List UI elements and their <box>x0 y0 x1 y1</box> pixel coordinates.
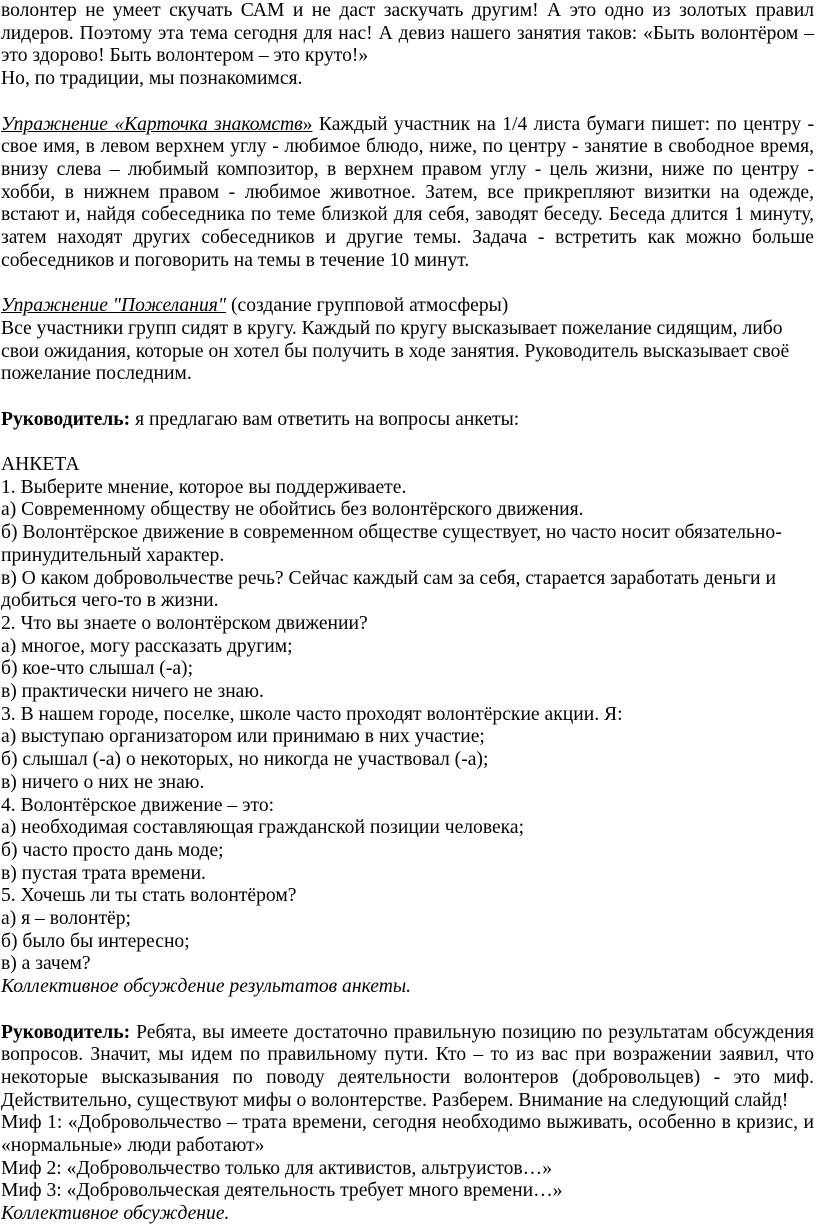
exercise-card-paragraph <box>1 114 814 273</box>
survey-line: в) О каком добровольчестве речь? Сейчас каждый сам за себя, старается заработать деньги и добиться чего-то в жизни. <box>1 567 776 612</box>
survey-line: в) ничего о них не знаю. <box>1 771 205 793</box>
final-discussion-note: Коллективное обсуждение. <box>1 1203 230 1225</box>
exercise-wishes-title: Упражнение "Пожелания" <box>1 295 227 317</box>
survey-line: 5. Хочешь ли ты стать волонтёром? <box>1 885 297 907</box>
survey-line: б) было бы интересно; <box>1 930 190 952</box>
spacer <box>1 272 814 295</box>
myth-item: Миф 2: «Добровольчество только для активистов, альтруистов…» <box>1 1157 553 1179</box>
exercise-card-text: Каждый участник на 1/4 листа бумаги пишет: по центру - свое имя, в левом верхнем углу - любимое блюдо, ниже, по центру - занятие в свободное время, внизу слева – любимый композитор, в верхнем правом углу - цель жизни, ниже по центру - хобби, в нижнем правом - любимое животное. Затем, все прикрепляют визитки на одежде, встают и, найдя собеседника по теме близкой для себя, заводят беседу. Беседа длится 1 минуту, затем находят других собеседников и другие темы. Задача - встретить как можно больше собеседников и поговорить на темы в течение 10 минут. <box>1 113 814 271</box>
spacer <box>1 91 814 114</box>
survey-line: в) практически ничего не знаю. <box>1 681 264 703</box>
survey-line: б) часто просто дань моде; <box>1 839 224 861</box>
survey-line: б) кое-что слышал (-а); <box>1 658 194 680</box>
leader-label: Руководитель: <box>1 408 131 430</box>
leader-survey-text: я предлагаю вам ответить на вопросы анкеты: <box>130 408 520 430</box>
survey-line: 4. Волонтёрское движение – это: <box>1 794 275 816</box>
survey-line: 1. Выберите мнение, которое вы поддерживаете. <box>1 476 407 498</box>
leader-myths-paragraph <box>1 1022 814 1113</box>
spacer <box>1 999 814 1022</box>
exercise-wishes-subtitle: (создание групповой атмосферы) <box>226 295 509 317</box>
spacer <box>1 386 814 409</box>
exercise-wishes-heading <box>1 295 814 318</box>
survey-discussion-note: Коллективное обсуждение результатов анкеты. <box>1 976 412 998</box>
survey-line: а) выступаю организатором или принимаю в них участие; <box>1 726 485 748</box>
leader-survey-intro <box>1 409 814 432</box>
survey-title: АНКЕТА <box>1 454 80 475</box>
spacer <box>1 431 814 454</box>
survey-line: 2. Что вы знаете о волонтёрском движении? <box>1 612 368 634</box>
survey-line: а) я – волонтёр; <box>1 908 131 930</box>
exercise-wishes-text: Все участники групп сидят в кругу. Каждый по кругу высказывает пожелание сидящим, либо свои ожидания, которые он хотел бы получить в ходе занятия. Руководитель высказывает своё пожелание последним. <box>1 317 790 385</box>
intro-tradition: Но, по традиции, мы познакомимся. <box>1 68 303 90</box>
survey-line: а) необходимая составляющая гражданской позиции человека; <box>1 817 525 839</box>
survey-line: 3. В нашем городе, поселке, школе часто проходят волонтёрские акции. Я: <box>1 703 623 725</box>
survey-line: в) пустая трата времени. <box>1 862 206 884</box>
intro-paragraph: волонтер не умеет скучать САМ и не даст заскучать другим! А это одно из золотых правил лидеров. Поэтому эта тема сегодня для нас! А девиз нашего занятия таков: «Быть волонтёром – это здорово! Быть волонтером – это круто!» <box>1 0 814 67</box>
exercise-card-title-quote: » <box>302 113 313 135</box>
myth-item: Миф 3: «Добровольческая деятельность требует много времени…» <box>1 1180 563 1202</box>
leader-myths-text: Ребята, вы имеете достаточно правильную позицию по результатам обсуждения вопросов. Значит, мы идем по правильному пути. Кто – то из вас при возражении заявил, что некоторые высказывания по поводу деятельности волонтеров (добровольцев) - это миф. Действительно, существуют мифы о волонтерстве. Разберем. Внимание на следующий слайд! <box>1 1021 814 1111</box>
survey-line: а) многое, могу рассказать другим; <box>1 635 293 657</box>
leader-label: Руководитель: <box>1 1021 131 1043</box>
survey-line: б) Волонтёрское движение в современном обществе существует, но часто носит обязательно-принудительный характер. <box>1 522 782 566</box>
survey-line: в) а зачем? <box>1 953 91 975</box>
survey-line: б) слышал (-а) о некоторых, но никогда не участвовал (-а); <box>1 749 489 771</box>
survey-line: а) Современному обществу не обойтись без волонтёрского движения. <box>1 499 584 521</box>
exercise-card-title: Упражнение «Карточка знакомств <box>1 113 303 135</box>
myth-item: Миф 1: «Добровольчество – трата времени, сегодня необходимо выживать, особенно в кризис, и «нормальные» люди работают» <box>1 1112 814 1157</box>
